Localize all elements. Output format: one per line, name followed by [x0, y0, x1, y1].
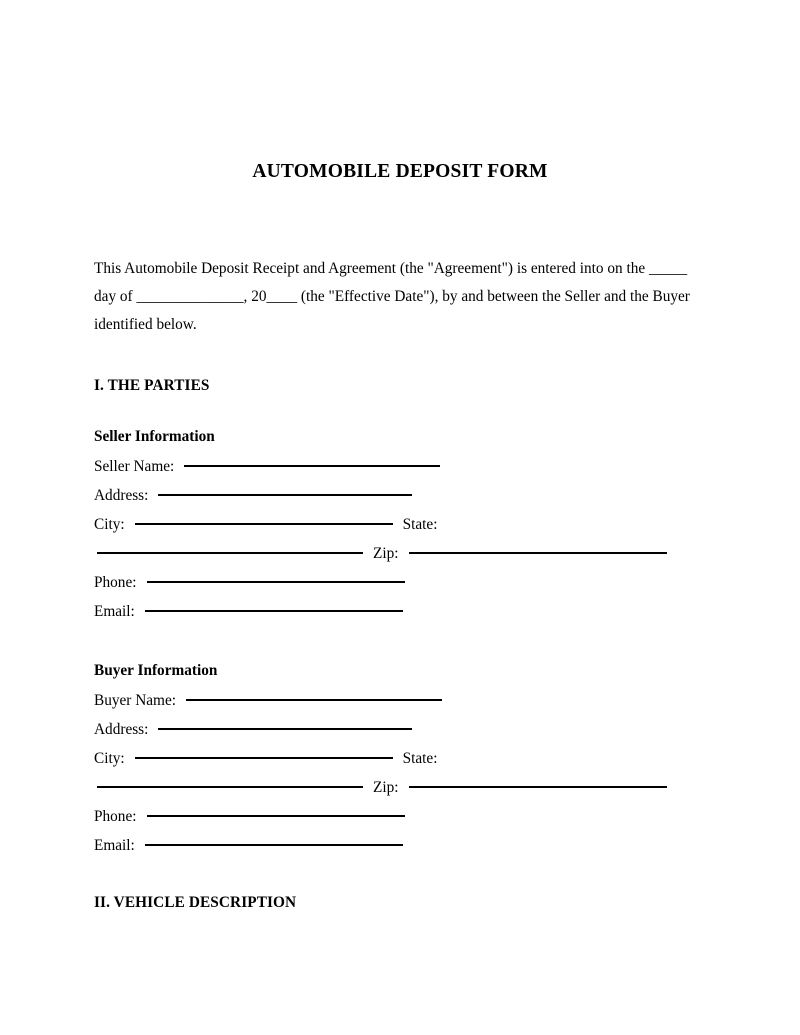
- seller-name-input-line[interactable]: [184, 465, 440, 467]
- seller-city-label: City:: [94, 516, 125, 534]
- section-heading-parties: I. THE PARTIES: [94, 377, 210, 395]
- buyer-name-label: Buyer Name:: [94, 692, 176, 710]
- field-row-seller-name: [94, 458, 706, 487]
- buyer-address-input-line[interactable]: [158, 728, 412, 730]
- seller-phone-label: Phone:: [94, 574, 137, 592]
- buyer-email-input-line[interactable]: [145, 844, 403, 846]
- spacer: [94, 395, 706, 428]
- page-content: [94, 0, 706, 912]
- field-row-seller-email: [94, 603, 706, 632]
- field-row-buyer-city-state: [94, 750, 706, 779]
- spacer: [94, 632, 706, 662]
- seller-email-input-line[interactable]: [145, 610, 403, 612]
- section-heading-vehicle-description: II. VEHICLE DESCRIPTION: [94, 894, 297, 912]
- seller-city-input-line[interactable]: [135, 523, 393, 525]
- field-row-seller-phone: [94, 574, 706, 603]
- buyer-phone-input-line[interactable]: [147, 815, 405, 817]
- seller-email-label: Email:: [94, 603, 135, 621]
- buyer-zip-label: Zip:: [373, 779, 399, 797]
- intro-line-2: day of ______________, 20____ (the "Effective Date"), by and between the Seller and the Buyer: [94, 288, 690, 306]
- seller-address-input-line[interactable]: [158, 494, 412, 496]
- buyer-state-input-line[interactable]: [97, 786, 363, 788]
- buyer-state-label: State:: [402, 750, 438, 768]
- field-row-buyer-name: [94, 692, 706, 721]
- subheading-seller-information: Seller Information: [94, 428, 215, 446]
- buyer-phone-label: Phone:: [94, 808, 137, 826]
- spacer: [94, 866, 706, 894]
- seller-name-label: Seller Name:: [94, 458, 175, 476]
- field-row-seller-state-zip: [94, 545, 706, 574]
- spacer: [94, 339, 706, 377]
- buyer-email-label: Email:: [94, 837, 135, 855]
- intro-paragraph: [94, 183, 706, 339]
- buyer-city-input-line[interactable]: [135, 757, 393, 759]
- field-row-buyer-state-zip: [94, 779, 706, 808]
- field-row-buyer-email: [94, 837, 706, 866]
- page-title: AUTOMOBILE DEPOSIT FORM: [252, 161, 548, 182]
- field-row-buyer-phone: [94, 808, 706, 837]
- seller-zip-input-line[interactable]: [409, 552, 667, 554]
- seller-phone-input-line[interactable]: [147, 581, 405, 583]
- seller-address-label: Address:: [94, 487, 149, 505]
- field-row-seller-city-state: [94, 516, 706, 545]
- field-row-buyer-address: [94, 721, 706, 750]
- seller-state-input-line[interactable]: [97, 552, 363, 554]
- buyer-address-label: Address:: [94, 721, 149, 739]
- seller-zip-label: Zip:: [373, 545, 399, 563]
- intro-line-1: This Automobile Deposit Receipt and Agreement (the "Agreement") is entered into on the _____: [94, 260, 688, 278]
- field-row-seller-address: [94, 487, 706, 516]
- buyer-city-label: City:: [94, 750, 125, 768]
- intro-line-3: identified below.: [94, 316, 197, 334]
- seller-state-label: State:: [402, 516, 438, 534]
- buyer-name-input-line[interactable]: [186, 699, 442, 701]
- buyer-zip-input-line[interactable]: [409, 786, 667, 788]
- subheading-buyer-information: Buyer Information: [94, 662, 218, 680]
